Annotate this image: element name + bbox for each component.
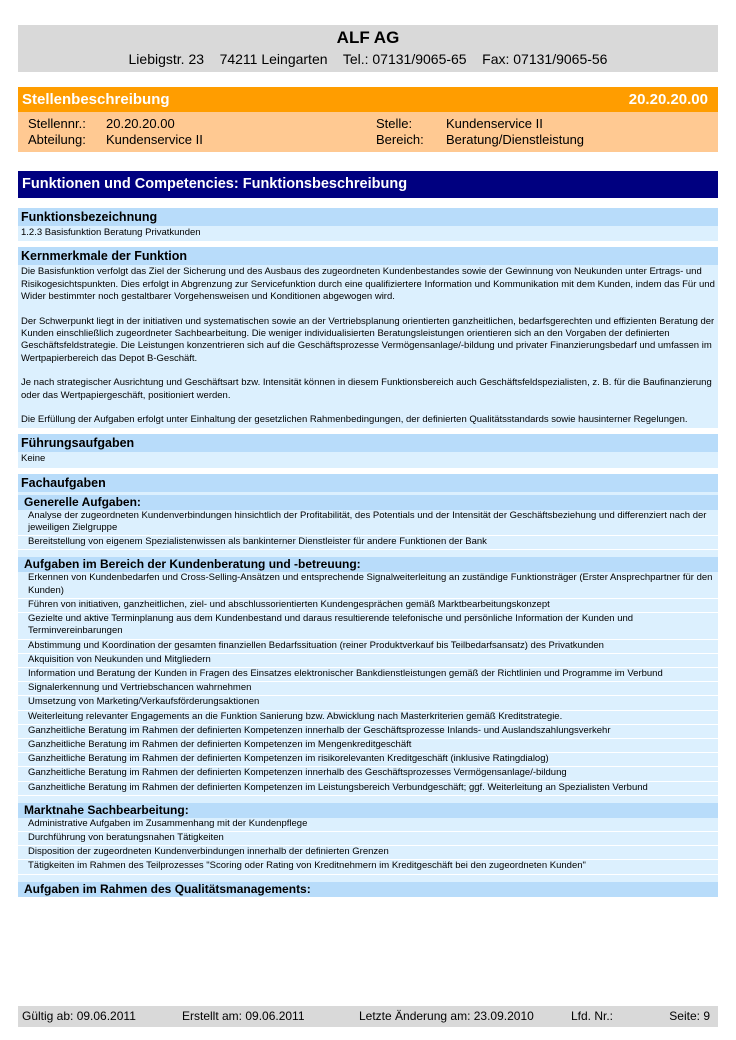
- footer-erstellt: Erstellt am: 09.06.2011: [182, 1009, 305, 1023]
- kernmerkmale-section: [18, 247, 718, 428]
- task-item: Durchführung von beratungsnahen Tätigkeiten: [18, 832, 718, 846]
- kernmerkmale-heading: Kernmerkmale der Funktion: [18, 247, 718, 265]
- job-code: 20.20.20.00: [628, 91, 708, 108]
- fuehrung-heading: Führungsaufgaben: [18, 434, 718, 452]
- generelle-heading: Generelle Aufgaben:: [18, 495, 718, 510]
- kundenberatung-heading: Aufgaben im Bereich der Kundenberatung und -betreuung:: [18, 557, 718, 572]
- task-item: Führen von initiativen, ganzheitlichen, ziel- und abschlussorientierten Kundengesprächen gemäß Marktbearbeitungskonzept: [18, 599, 718, 613]
- task-item: Tätigkeiten im Rahmen des Teilprozesses "Scoring oder Rating von Kreditnehmern im Kreditgeschäft bei den zugeordneten Kunden": [18, 860, 718, 874]
- task-item: Ganzheitliche Beratung im Rahmen der definierten Kompetenzen im risikorelevanten Kreditgeschäft (inklusive Ratingdialog): [18, 753, 718, 767]
- kernmerkmale-paragraph: Je nach strategischer Ausrichtung und Geschäftsart bzw. Intensität können in diesem Funktionsbereich auch Geschäftsfeldspezialisten, z. B. für die Baufinanzierung oder das Wertpapiergeschäft, positioniert werden.: [21, 377, 712, 401]
- task-item: Ganzheitliche Beratung im Rahmen der definierten Kompetenzen im Leistungsbereich Verbundgeschäft; ggf. Weiterleitung an Spezialisten Verbund: [18, 782, 718, 796]
- footer-gueltig: Gültig ab: 09.06.2011: [22, 1009, 136, 1023]
- fach-section: [18, 474, 718, 897]
- bereich-label: Bereich:: [376, 132, 424, 147]
- funktionsbezeichnung-heading: Funktionsbezeichnung: [18, 208, 718, 226]
- footer-seite: Seite: 9: [669, 1009, 710, 1023]
- funktionsbezeichnung-value: 1.2.3 Basisfunktion Beratung Privatkunden: [18, 226, 718, 241]
- stelle-label: Stelle:: [376, 116, 413, 131]
- funktionsbezeichnung-section: [18, 208, 718, 241]
- kernmerkmale-paragraph: Der Schwerpunkt liegt in der initiativen und systematischen sowie an der Vertriebsplanung orientierten ganzheitlichen, bedarfsgerechten und effizienten Beratung der Kunden einschließlich zugeordneter Sachbearbeitung. Die weniger individualisierten Beratungsleistungen orientieren sich an den Vorgaben der definierten Geschäftsfeldstrategie. Die Leistungen konzentrieren sich auf die Geschäftsprozesse Vermögensanlage/-bildung und privater Finanzierungsbedarf und umfassen im Wertpapierbereich das Depot B-Geschäft.: [21, 315, 715, 364]
- stelle-value: Kundenservice II: [446, 116, 543, 131]
- bereich-value: Beratung/Dienstleistung: [446, 132, 585, 147]
- footer-aenderung: Letzte Änderung am: 23.09.2010: [359, 1009, 534, 1023]
- task-item: Weiterleitung relevanter Engagements an die Funktion Sanierung bzw. Abwicklung nach Masterkriterien gemäß Kreditstrategie.: [18, 711, 718, 725]
- job-fields: [18, 112, 718, 152]
- footer-lfd: Lfd. Nr.:: [571, 1009, 614, 1023]
- fach-heading: Fachaufgaben: [18, 474, 718, 492]
- job-description-bar: [18, 87, 718, 112]
- task-item: Signalerkennung und Vertriebschancen wahrnehmen: [18, 682, 718, 696]
- task-item: Umsetzung von Marketing/Verkaufsförderungsaktionen: [18, 696, 718, 710]
- task-item: Ganzheitliche Beratung im Rahmen der definierten Kompetenzen innerhalb des Geschäftsprozesses Vermögensanlage/-bildung: [18, 767, 718, 781]
- qualitaet-heading: Aufgaben im Rahmen des Qualitätsmanagements:: [18, 882, 718, 897]
- kernmerkmale-paragraph: Die Erfüllung der Aufgaben erfolgt unter Einhaltung der gesetzlichen Rahmenbedingungen, der definierten Qualitätsstandards sowie hausinterner Regelungen.: [21, 414, 688, 426]
- page-footer: [18, 1006, 718, 1027]
- marktnahe-list: [18, 818, 718, 875]
- marktnahe-heading: Marktnahe Sachbearbeitung:: [18, 803, 718, 818]
- content: [18, 208, 718, 903]
- task-item: Abstimmung und Koordination der gesamten finanziellen Bedarfssituation (reiner Produktverkauf bis Teilbedarfsansatz) des Privatkunden: [18, 640, 718, 654]
- task-item: Akquisition von Neukunden und Mitgliedern: [18, 654, 718, 668]
- generelle-list: [18, 510, 718, 551]
- task-item: Disposition der zugeordneten Kundenverbindungen innerhalb der definierten Grenzen: [18, 846, 718, 860]
- task-item: Erkennen von Kundenbedarfen und Cross-Selling-Ansätzen und entsprechende Signalweiterleitung an zuständige Funktionsträger (Erster Ansprechpartner für den Kunden): [18, 572, 718, 598]
- kernmerkmale-paragraph: Die Basisfunktion verfolgt das Ziel der Sicherung und des Ausbaus des zugeordneten Kundenbestandes sowie der Gewinnung von Neukunden unter Ertrags- und Risikogesichtspunkten. Dies erfolgt in Abgrenzung zur Servicefunktion durch eine qualifiziertere Information und Kommunikation mit dem Kunden, indem das Für und Wider bestimmter noch gestaltbarer Vorgehensweisen und Konditionen abgewogen wird.: [21, 266, 715, 303]
- task-item: Analyse der zugeordneten Kundenverbindungen hinsichtlich der Profitabilität, des Potentials und der Intensität der Geschäftsbeziehung und differenziert nach der jeweiligen Zielgruppe: [18, 510, 718, 536]
- task-item: Administrative Aufgaben im Zusammenhang mit der Kundenpflege: [18, 818, 718, 832]
- task-item: Information und Beratung der Kunden in Fragen des Einsatzes elektronischer Bankdienstleistungen gemäß der Richtlinien und Programme im Verbund: [18, 668, 718, 682]
- company-address: Liebigstr. 23 74211 Leingarten Tel.: 07131/9065-65 Fax: 07131/9065-56: [128, 51, 608, 67]
- company-header: [18, 25, 718, 72]
- task-item: Ganzheitliche Beratung im Rahmen der definierten Kompetenzen im Mengenkreditgeschäft: [18, 739, 718, 753]
- stellennr-value: 20.20.20.00: [106, 116, 175, 131]
- job-description-box: [18, 87, 718, 152]
- abteilung-label: Abteilung:: [28, 132, 86, 147]
- task-item: Ganzheitliche Beratung im Rahmen der definierten Kompetenzen innerhalb der Geschäftsprozesse Inlands- und Auslandszahlungsverkehr: [18, 725, 718, 739]
- kundenberatung-list: [18, 572, 718, 795]
- stellennr-label: Stellennr.:: [28, 116, 86, 131]
- kernmerkmale-body: [18, 265, 718, 428]
- company-name: ALF AG: [336, 28, 400, 47]
- fuehrung-value: Keine: [18, 452, 718, 467]
- task-item: Bereitstellung von eigenem Spezialistenwissen als bankinterner Dienstleister für andere Funktionen der Bank: [18, 536, 718, 550]
- job-description-title: Stellenbeschreibung: [22, 91, 170, 108]
- abteilung-value: Kundenservice II: [106, 132, 203, 147]
- fach-body: [18, 492, 718, 897]
- fuehrung-section: [18, 434, 718, 467]
- task-item: Gezielte und aktive Terminplanung aus dem Kundenbestand und daraus resultierende telefonische und persönliche Information der Kunden und Terminvereinbarungen: [18, 613, 718, 639]
- section-title: Funktionen und Competencies: Funktionsbeschreibung: [18, 171, 718, 198]
